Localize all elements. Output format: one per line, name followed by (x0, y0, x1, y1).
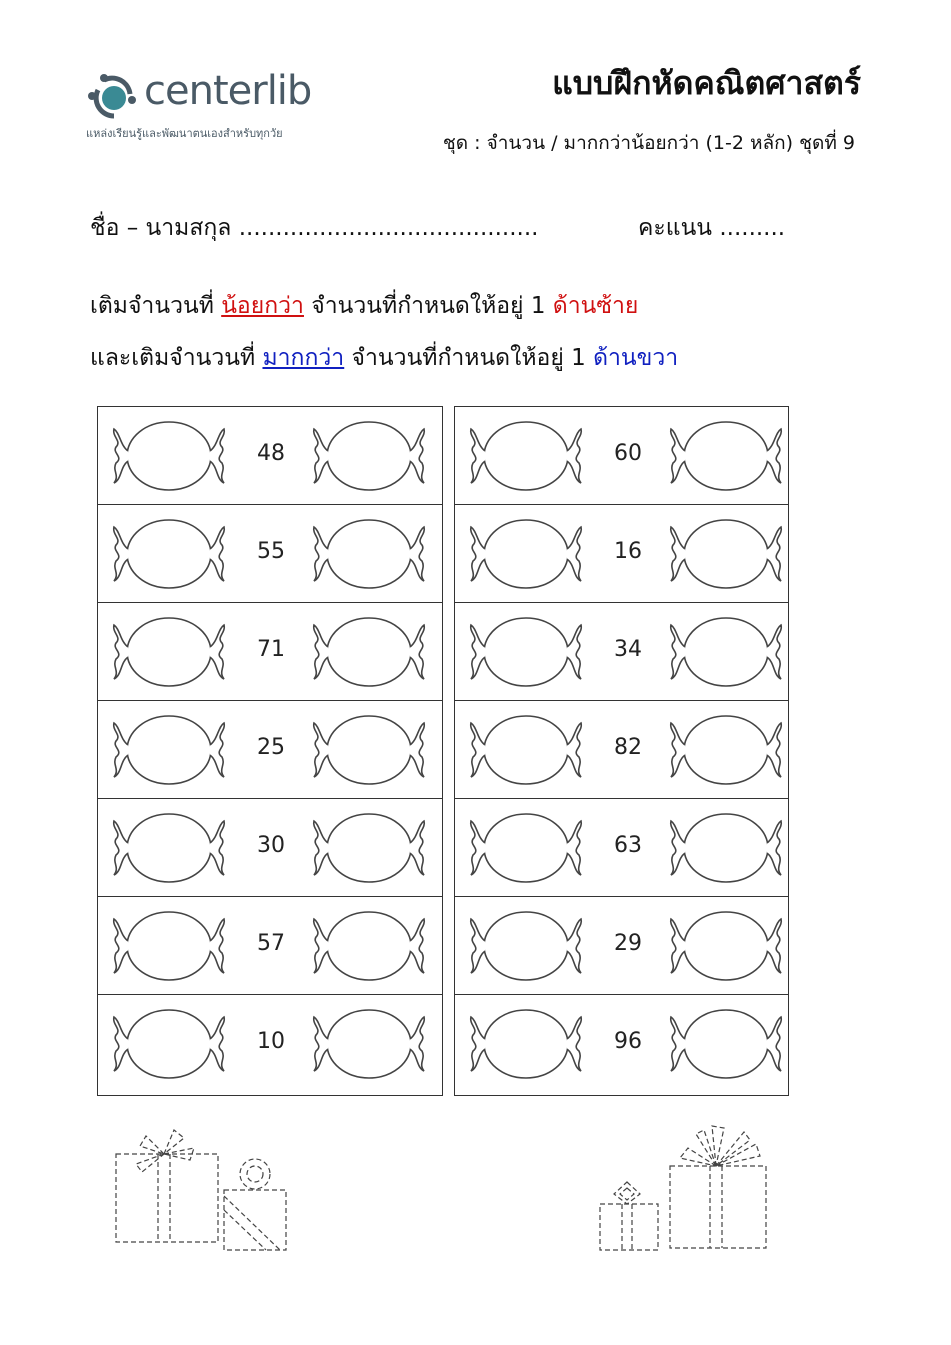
given-number: 25 (257, 735, 285, 760)
given-number: 71 (257, 637, 285, 662)
candy-more-answer-icon[interactable] (667, 1007, 785, 1081)
gift-boxes-left-icon (112, 1124, 296, 1254)
candy-less-answer-icon[interactable] (110, 909, 228, 983)
given-number: 16 (614, 539, 642, 564)
given-number: 57 (257, 931, 285, 956)
exercise-row (98, 505, 442, 603)
given-number: 10 (257, 1029, 285, 1054)
exercise-row (455, 799, 788, 897)
candy-more-answer-icon[interactable] (667, 419, 785, 493)
candy-less-answer-icon[interactable] (110, 419, 228, 493)
instruction-2-middle: จำนวนที่กำหนดให้อยู่ 1 (344, 345, 594, 371)
candy-less-answer-icon[interactable] (467, 811, 585, 885)
candy-more-answer-icon[interactable] (667, 615, 785, 689)
candy-less-answer-icon[interactable] (110, 517, 228, 591)
logo-molecule-icon (84, 70, 144, 120)
exercise-row (98, 407, 442, 505)
candy-more-answer-icon[interactable] (310, 811, 428, 885)
given-number: 82 (614, 735, 642, 760)
instruction-1-middle: จำนวนที่กำหนดให้อยู่ 1 (303, 293, 553, 319)
exercise-row (98, 897, 442, 995)
logo-tagline: แหล่งเรียนรู้และพัฒนาตนเองสำหรับทุกวัย (86, 127, 283, 140)
exercise-row (98, 701, 442, 799)
candy-less-answer-icon[interactable] (110, 713, 228, 787)
candy-less-answer-icon[interactable] (467, 419, 585, 493)
page-subtitle: ชุด : จำนวน / มากกว่าน้อยกว่า (1-2 หลัก) ชุดที่ 9 (442, 132, 855, 154)
given-number: 29 (614, 931, 642, 956)
candy-more-answer-icon[interactable] (310, 419, 428, 493)
given-number: 63 (614, 833, 642, 858)
candy-less-answer-icon[interactable] (110, 1007, 228, 1081)
exercise-row (98, 603, 442, 701)
candy-less-answer-icon[interactable] (467, 615, 585, 689)
logo-wordmark: centerlib (144, 68, 312, 114)
score-field-label: คะแนน ......... (638, 215, 786, 241)
instruction-1-prefix: เติมจำนวนที่ (90, 293, 222, 319)
candy-more-answer-icon[interactable] (667, 909, 785, 983)
given-number: 96 (614, 1029, 642, 1054)
candy-less-answer-icon[interactable] (110, 811, 228, 885)
instruction-1-side: ด้านซ้าย (552, 293, 639, 319)
given-number: 34 (614, 637, 642, 662)
candy-more-answer-icon[interactable] (310, 615, 428, 689)
exercise-row (455, 505, 788, 603)
candy-more-answer-icon[interactable] (310, 909, 428, 983)
exercise-grid-right (454, 406, 789, 1096)
candy-less-answer-icon[interactable] (110, 615, 228, 689)
exercise-row (455, 701, 788, 799)
exercise-row (98, 799, 442, 897)
logo (84, 66, 354, 146)
given-number: 55 (257, 539, 285, 564)
gift-boxes-right-icon (596, 1122, 772, 1252)
candy-less-answer-icon[interactable] (467, 1007, 585, 1081)
candy-more-answer-icon[interactable] (310, 713, 428, 787)
instruction-2-keyword: มากกว่า (262, 345, 345, 371)
given-number: 48 (257, 441, 285, 466)
instruction-2-prefix: และเติมจำนวนที่ (90, 345, 263, 371)
candy-less-answer-icon[interactable] (467, 909, 585, 983)
page-title: แบบฝึกหัดคณิตศาสตร์ (552, 64, 861, 102)
instruction-line-1 (90, 288, 638, 324)
instruction-2-side: ด้านขวา (593, 345, 679, 371)
name-field-label: ชื่อ – นามสกุล ......................................... (90, 215, 539, 241)
exercise-row (455, 995, 788, 1093)
candy-more-answer-icon[interactable] (310, 517, 428, 591)
instruction-1-keyword: น้อยกว่า (221, 293, 304, 319)
exercise-row (455, 603, 788, 701)
exercise-row (455, 897, 788, 995)
candy-less-answer-icon[interactable] (467, 517, 585, 591)
candy-more-answer-icon[interactable] (667, 517, 785, 591)
candy-more-answer-icon[interactable] (310, 1007, 428, 1081)
given-number: 60 (614, 441, 642, 466)
instruction-line-2 (90, 340, 678, 376)
candy-more-answer-icon[interactable] (667, 811, 785, 885)
given-number: 30 (257, 833, 285, 858)
exercise-row (455, 407, 788, 505)
candy-less-answer-icon[interactable] (467, 713, 585, 787)
exercise-grid-left (97, 406, 443, 1096)
candy-more-answer-icon[interactable] (667, 713, 785, 787)
exercise-row (98, 995, 442, 1093)
